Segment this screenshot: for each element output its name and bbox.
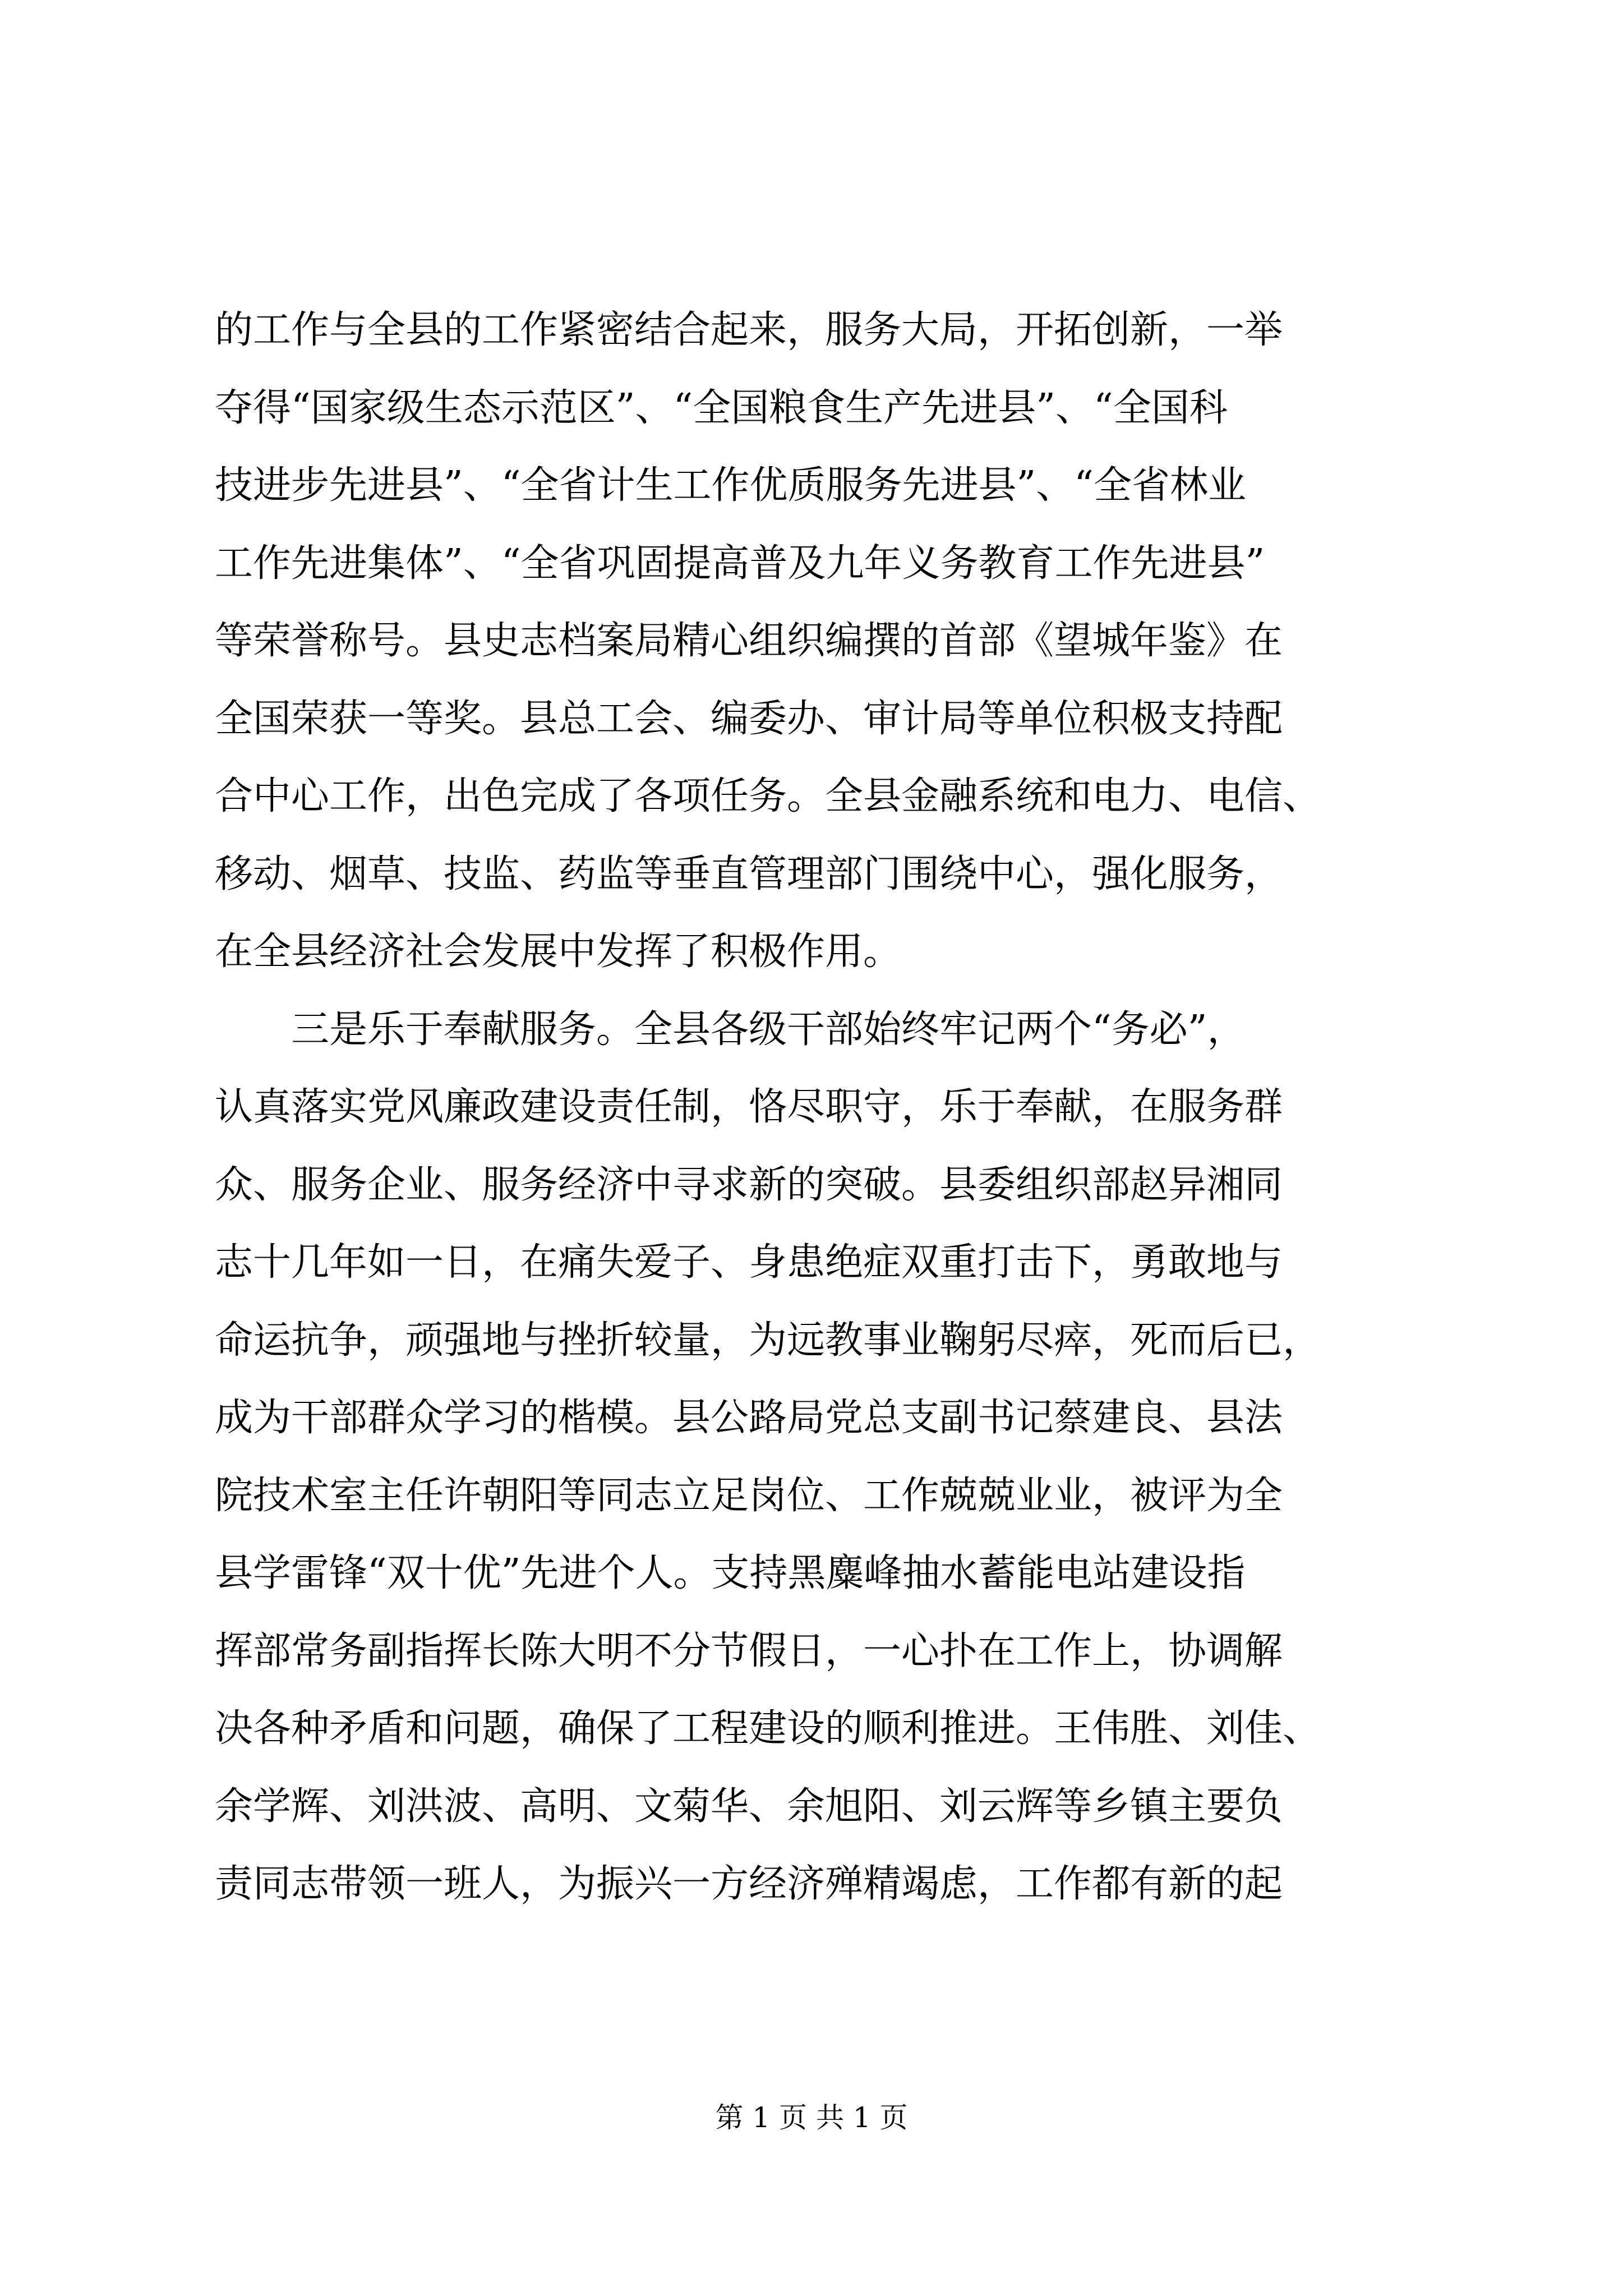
page-footer: 第 1 页 共 1 页 [715, 2101, 908, 2134]
document-body [215, 292, 1415, 1924]
paragraph-dedication-service: 三是乐于奉献服务。全县各级干部始终牢记两个“务必”， 认真落实党风廉政建设责任制，恪尽职守，乐于奉献，在服务群 众、服务企业、服务经济中寻求新的突破。县委组织部赵异湘同 志十几年如一日，在痛失爱子、身患绝症双重打击下，勇敢地与 命运抗争，顽强地与挫折较量，为远教事业鞠躬尽瘁，死而后已， 成为干部群众学习的楷模。县公路局党总支副书记蔡建良、县法 院技术室主任许朝阳等同志立足岗位、工作兢兢业业，被评为全 县学雷锋“双十优”先进个人。支持黑麋峰抽水蓄能电站建设指 挥部常务副指挥长陈大明不分节假日，一心扑在工作上，协调解 决各种矛盾和问题，确保了工程建设的顺利推进。王伟胜、刘佳、 余学辉、刘洪波、高明、文菊华、余旭阳、刘云辉等乡镇主要负 责同志带领一班人，为振兴一方经济殚精竭虑，工作都有新的起 [215, 1007, 1321, 1906]
paragraph-continued: 的工作与全县的工作紧密结合起来，服务大局，开拓创新，一举 夺得“国家级生态示范区”、“全国粮食生产先进县”、“全国科 技进步先进县”、“全省计生工作优质服务先进县”、“全省林业 工作先进集体”、“全省巩固提高普及九年义务教育工作先进县” 等荣誉称号。县史志档案局精心组织编撰的首部《望城年鉴》在 全国荣获一等奖。县总工会、编委办、审计局等单位积极支持配 合中心工作，出色完成了各项任务。全县金融系统和电力、电信、 移动、烟草、技监、药监等垂直管理部门围绕中心，强化服务， 在全县经济社会发展中发挥了积极作用。 [215, 308, 1321, 974]
